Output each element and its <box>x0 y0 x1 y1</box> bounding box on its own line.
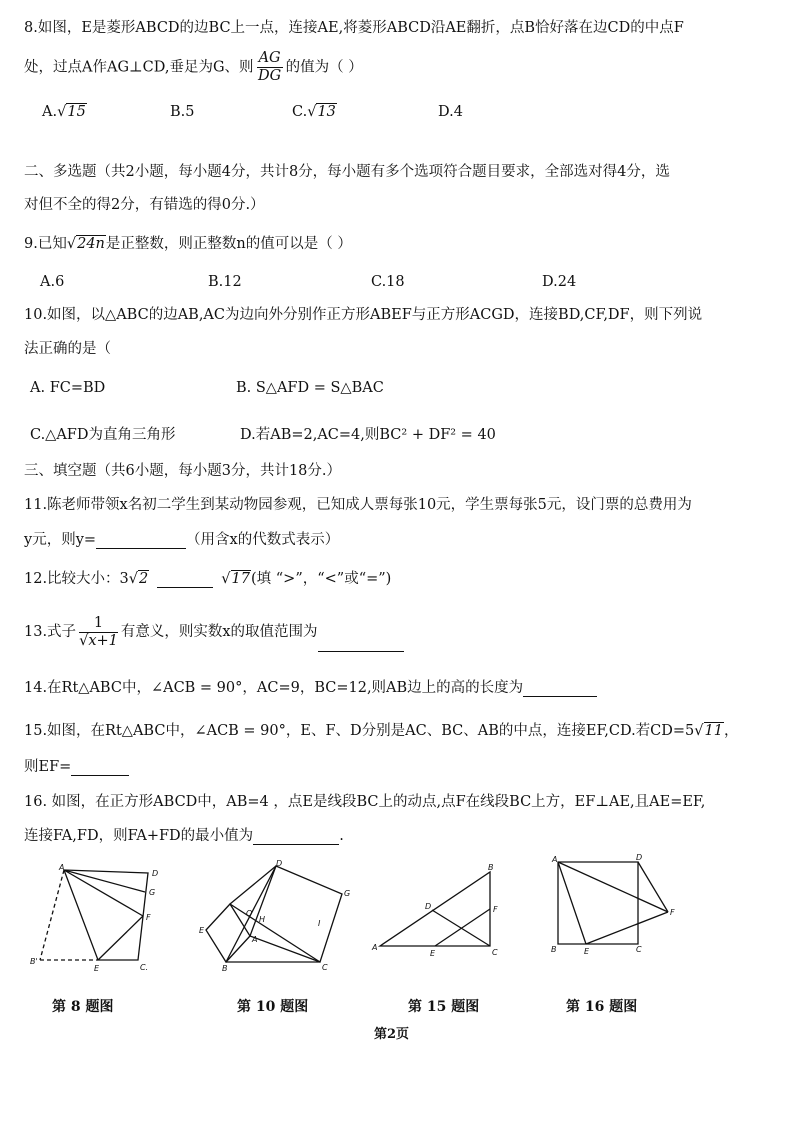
fig10-label: O <box>246 909 253 918</box>
fig10-label: G <box>344 889 351 898</box>
figure-q15 <box>370 862 505 972</box>
q9-pre: 9.已知 <box>24 236 67 252</box>
fig16-line-ae <box>558 862 586 944</box>
q8-option-c-label: C. <box>292 104 308 120</box>
q10-line2: 法正确的是（ <box>24 341 111 357</box>
q14-text: 14.在Rt△ABC中，∠ACB = 90°，AC=9，BC=12,则AB边上的高的长度为 <box>24 680 524 696</box>
fig8-line-ef <box>98 916 143 960</box>
q10-option-a[interactable]: A. FC=BD <box>30 380 106 396</box>
q11-line2 <box>24 531 774 549</box>
q12-stem <box>24 570 774 588</box>
section3-heading: 三、填空题（共6小题，每小题3分，共计18分.） <box>24 463 342 479</box>
q13-frac-num: 1 <box>79 615 118 633</box>
q15-line1-pre: 15.如图，在Rt△ABC中，∠ACB = 90°，E、F、D分别是AC、BC、AB的中点，连接EF,CD.若CD=5 <box>24 723 695 739</box>
q10-option-b[interactable]: B. S△AFD = S△BAC <box>236 380 384 396</box>
q15-line1-post: ， <box>723 723 739 739</box>
fig16-label: E <box>584 947 590 956</box>
page-number: 第2页 <box>374 1027 410 1042</box>
fig8-label: A <box>59 863 65 872</box>
fig10-label: I <box>318 919 321 928</box>
sqrt-sign: √2 <box>128 571 149 587</box>
q10-option-d[interactable]: D.若AB=2,AC=4,则BC² + DF² = 40 <box>240 427 496 443</box>
q9-option-c[interactable]: C.18 <box>371 274 405 290</box>
q16-line2-post: . <box>339 828 344 844</box>
q8-option-c[interactable] <box>292 103 337 121</box>
fig10-square-acgd <box>250 866 342 962</box>
figure-q10 <box>196 858 356 976</box>
q13-frac-den-radicand: x+1 <box>88 632 118 649</box>
q15-answer-blank[interactable] <box>71 760 129 776</box>
q13-stem <box>24 612 774 652</box>
q12-post: (填 “>”，“<”或“=”) <box>250 571 392 587</box>
q12-answer-blank[interactable] <box>157 572 213 588</box>
section2-heading-line1: 二、多选题（共2小题，每小题4分，共计8分，每小题有多个选项符合题目要求，全部选对得4分，选 <box>24 164 670 180</box>
q8-line2 <box>24 50 774 85</box>
fig16-square-abcd <box>558 862 638 944</box>
fig16-label: F <box>670 908 675 917</box>
q13-pre: 13.式子 <box>24 624 77 640</box>
sqrt-sign: √24n <box>66 236 105 252</box>
fig15-label: F <box>493 905 498 914</box>
q8-frac-den: DG <box>257 68 282 84</box>
fig15-label: C <box>492 948 498 957</box>
fig10-label: D <box>276 859 283 868</box>
q16-line1: 16. 如图，在正方形ABCD中，AB=4 ，点E是线段BC上的动点,点F在线段BC上方，EF⊥AE,且AE=EF, <box>24 794 706 810</box>
q9-radicand: 24n <box>77 236 105 252</box>
q8-line1: 8.如图，E是菱形ABCD的边BC上一点，连接AE,将菱形ABCD沿AE翻折，点B恰好落在边CD的中点F <box>24 20 684 36</box>
q8-option-d[interactable]: D.4 <box>438 104 463 120</box>
fig8-line-ag <box>64 870 145 892</box>
fig8-rhombus <box>64 870 148 960</box>
figure-q16 <box>544 852 684 964</box>
q16-line2-pre: 连接FA,FD，则FA+FD的最小值为 <box>24 828 254 844</box>
q9-stem <box>24 235 774 253</box>
q11-line2-post: （用含x的代数式表示） <box>186 532 340 548</box>
fig16-line-af <box>558 862 668 912</box>
fig10-label: A <box>252 935 258 944</box>
q14-answer-blank[interactable] <box>523 681 597 697</box>
fig10-label: H <box>259 915 266 924</box>
caption-fig16: 第 16 题图 <box>566 999 638 1015</box>
fig10-label: C <box>322 963 328 972</box>
figure-q8 <box>28 860 178 980</box>
fig8-label: B' <box>30 957 38 966</box>
sqrt-sign: √17 <box>221 571 250 587</box>
fig8-line-af <box>64 870 143 916</box>
q8-line2-pre: 处，过点A作AG⊥CD,垂足为G、则 <box>24 59 254 76</box>
q8-fraction <box>257 50 283 85</box>
fig16-label: D <box>636 853 643 862</box>
caption-fig8: 第 8 题图 <box>52 999 114 1015</box>
q13-answer-blank[interactable] <box>318 636 404 652</box>
fig16-line-ef <box>586 912 668 944</box>
fig8-label: E <box>94 964 100 973</box>
fig16-label: B <box>551 945 557 954</box>
fig15-triangle-abc <box>380 872 490 946</box>
q9-option-d[interactable]: D.24 <box>542 274 577 290</box>
q15-line1 <box>24 722 774 740</box>
sqrt-sign: √11 <box>694 723 723 739</box>
q12-pre: 12.比较大小：3 <box>24 571 129 587</box>
q11-line1: 11.陈老师带领x名初二学生到某动物园参观，已知成人票每张10元，学生票每张5元，设门票的总费用为 <box>24 497 692 513</box>
fig8-label: C. <box>140 963 149 972</box>
fig10-label: E <box>199 926 205 935</box>
fig16-label: A <box>552 855 558 864</box>
q14-stem <box>24 679 774 697</box>
sqrt-sign: √15 <box>57 104 86 120</box>
q8-option-b[interactable]: B.5 <box>170 104 195 120</box>
q8-option-a-label: A. <box>42 104 58 120</box>
q13-post: 有意义，则实数x的取值范围为 <box>120 624 318 640</box>
fig15-label: E <box>430 949 436 958</box>
fig15-label: D <box>425 902 432 911</box>
sqrt-sign: √13 <box>307 104 336 120</box>
q15-line2-text: 则EF= <box>24 759 72 775</box>
fig15-label: B <box>488 863 494 872</box>
q16-answer-blank[interactable] <box>253 829 339 845</box>
section2-heading-line2: 对但不全的得2分，有错选的得0分.） <box>24 197 265 213</box>
fig8-label: F <box>146 913 151 922</box>
q8-line2-post: 的值为（ ） <box>285 59 363 76</box>
q8-frac-num: AG <box>258 50 281 66</box>
fig10-line-fc <box>230 904 320 962</box>
fig10-label: B <box>222 964 228 973</box>
q9-post: 是正整数，则正整数n的值可以是（ ） <box>105 236 352 252</box>
q16-line2 <box>24 827 774 845</box>
q9-option-b[interactable]: B.12 <box>208 274 242 290</box>
fig16-label: C <box>636 945 642 954</box>
q13-fraction <box>79 615 118 650</box>
caption-fig15: 第 15 题图 <box>408 999 480 1015</box>
q9-option-a[interactable]: A.6 <box>40 274 65 290</box>
q8-option-a[interactable] <box>42 103 87 121</box>
fig8-line-a-bprime <box>40 870 64 960</box>
q10-line1: 10.如图，以△ABC的边AB,AC为边向外分别作正方形ABEF与正方形ACGD，连接BD,CF,DF，则下列说 <box>24 307 703 323</box>
fig15-label: A <box>372 943 378 952</box>
q13-frac-den: √x+1 <box>79 632 118 649</box>
q10-option-c[interactable]: C.△AFD为直角三角形 <box>30 427 176 443</box>
q12-radicand-2: 17 <box>231 571 250 587</box>
q8-option-c-radicand: 13 <box>317 104 336 120</box>
q11-line2-pre: y元，则y= <box>24 532 97 548</box>
q15-radicand: 11 <box>704 723 723 739</box>
fig8-label: G <box>149 888 156 897</box>
caption-fig10: 第 10 题图 <box>237 999 309 1015</box>
q8-option-a-radicand: 15 <box>67 104 86 120</box>
q12-radicand-1: 2 <box>139 571 149 587</box>
fig8-label: D <box>152 869 159 878</box>
q15-line2 <box>24 758 774 776</box>
q11-answer-blank[interactable] <box>96 533 186 549</box>
